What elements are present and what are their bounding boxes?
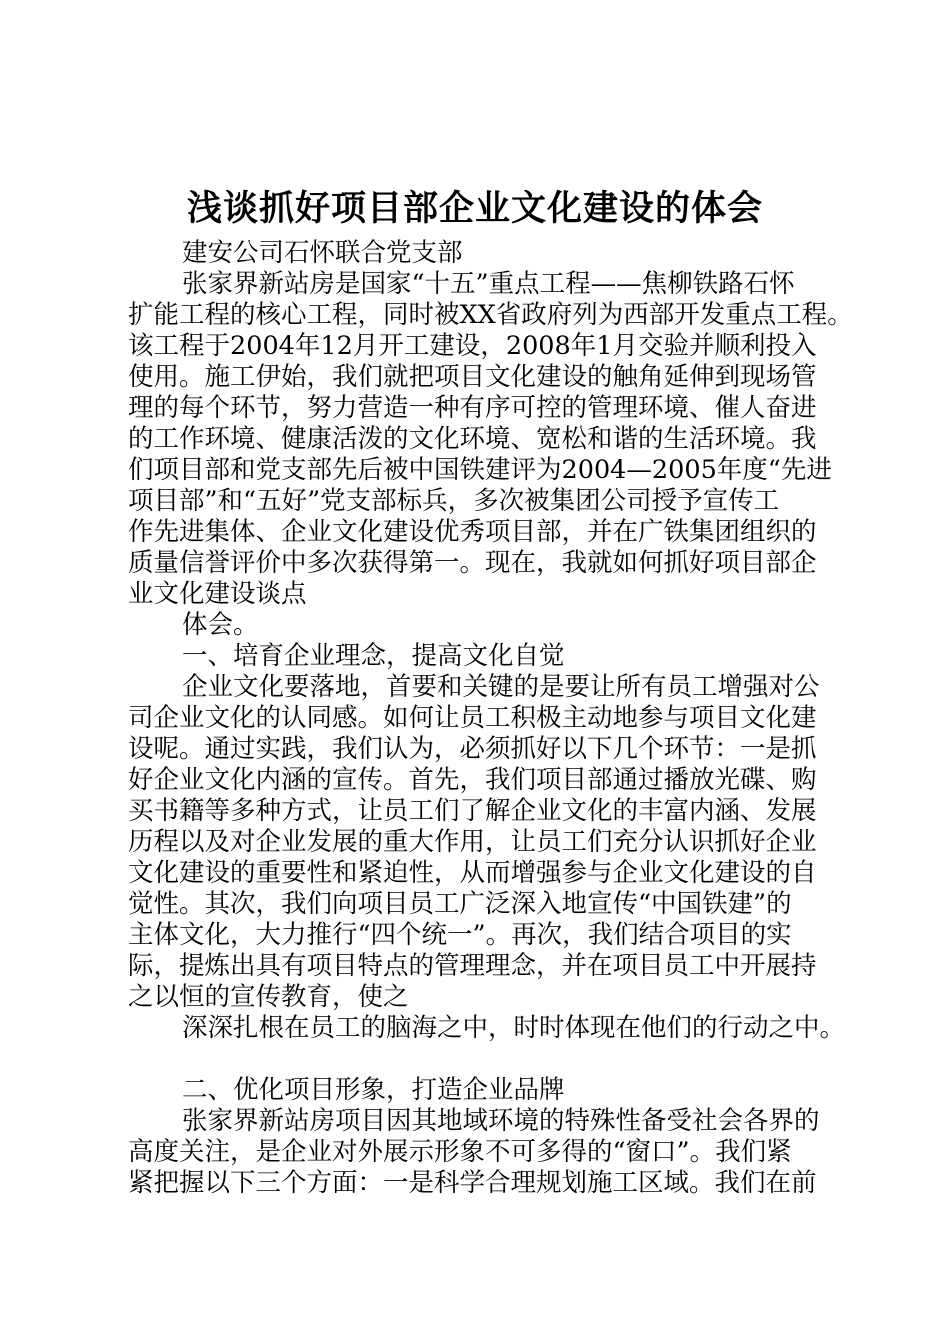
text-line: 张家界新站房项目因其地域环境的特殊性备受社会各界的 (182, 1106, 820, 1136)
text-line: 历程以及对企业发展的重大作用，让员工们充分认识抓好企业 (128, 827, 817, 857)
blank-line (128, 1044, 836, 1075)
text-line: 司企业文化的认同感。如何让员工积极主动地参与项目文化建 (128, 703, 817, 733)
text-line: 二、优化项目形象，打造企业品牌 (182, 1075, 565, 1105)
text-line: 高度关注，是企业对外展示形象不可多得的“窗口”。我们紧 (128, 1137, 792, 1167)
text-line: 觉性。其次，我们向项目员工广泛深入地宣传“中国铁建”的 (128, 889, 792, 919)
document-body (128, 238, 853, 1199)
text-line: 使用。施工伊始，我们就把项目文化建设的触角延伸到现场管 (128, 362, 817, 392)
text-line: 主体文化，大力推行“四个统一”。再次，我们结合项目的实 (128, 920, 792, 950)
text-line: 建安公司石怀联合党支部 (182, 238, 463, 268)
text-line: 一、培育企业理念，提高文化自觉 (182, 641, 565, 671)
text-line: 质量信誉评价中多次获得第一。现在，我就如何抓好项目部企 (128, 548, 817, 578)
document-title: 浅谈抓好项目部企业文化建设的体会 (186, 188, 763, 229)
text-line: 扩能工程的核心工程，同时被XX省政府列为西部开发重点工程。 (128, 300, 853, 330)
text-line: 们项目部和党支部先后被中国铁建评为2004—2005年度“先进 (128, 455, 832, 485)
text-line: 企业文化要落地，首要和关键的是要让所有员工增强对公 (182, 672, 820, 702)
text-line: 文化建设的重要性和紧迫性，从而增强参与企业文化建设的自 (128, 858, 817, 888)
text-line: 作先进集体、企业文化建设优秀项目部，并在广铁集团组织的 (128, 517, 817, 547)
text-line: 之以恒的宣传教育，使之 (128, 982, 409, 1012)
text-line: 好企业文化内涵的宣传。首先，我们项目部通过播放光碟、购 (128, 765, 817, 795)
text-line: 张家界新站房是国家“十五”重点工程——焦柳铁路石怀 (182, 269, 795, 299)
text-line: 项目部”和“五好”党支部标兵，多次被集团公司授予宣传工 (128, 486, 780, 516)
text-line: 设呢。通过实践，我们认为，必须抓好以下几个环节：一是抓 (128, 734, 817, 764)
text-line: 体会。 (182, 610, 259, 640)
text-line: 买书籍等多种方式，让员工们了解企业文化的丰富内涵、发展 (128, 796, 817, 826)
text-line: 际，提炼出具有项目特点的管理理念，并在项目员工中开展持 (128, 951, 817, 981)
text-line: 的工作环境、健康活泼的文化环境、宽松和谐的生活环境。我 (128, 424, 817, 454)
text-line: 业文化建设谈点 (128, 579, 307, 609)
text-line: 理的每个环节，努力营造一种有序可控的管理环境、催人奋进 (128, 393, 817, 423)
text-line: 深深扎根在员工的脑海之中，时时体现在他们的行动之中。 (182, 1013, 846, 1043)
text-line: 该工程于2004年12月开工建设，2008年1月交验并顺利投入 (128, 331, 817, 361)
text-line: 紧把握以下三个方面：一是科学合理规划施工区域。我们在前 (128, 1168, 817, 1198)
